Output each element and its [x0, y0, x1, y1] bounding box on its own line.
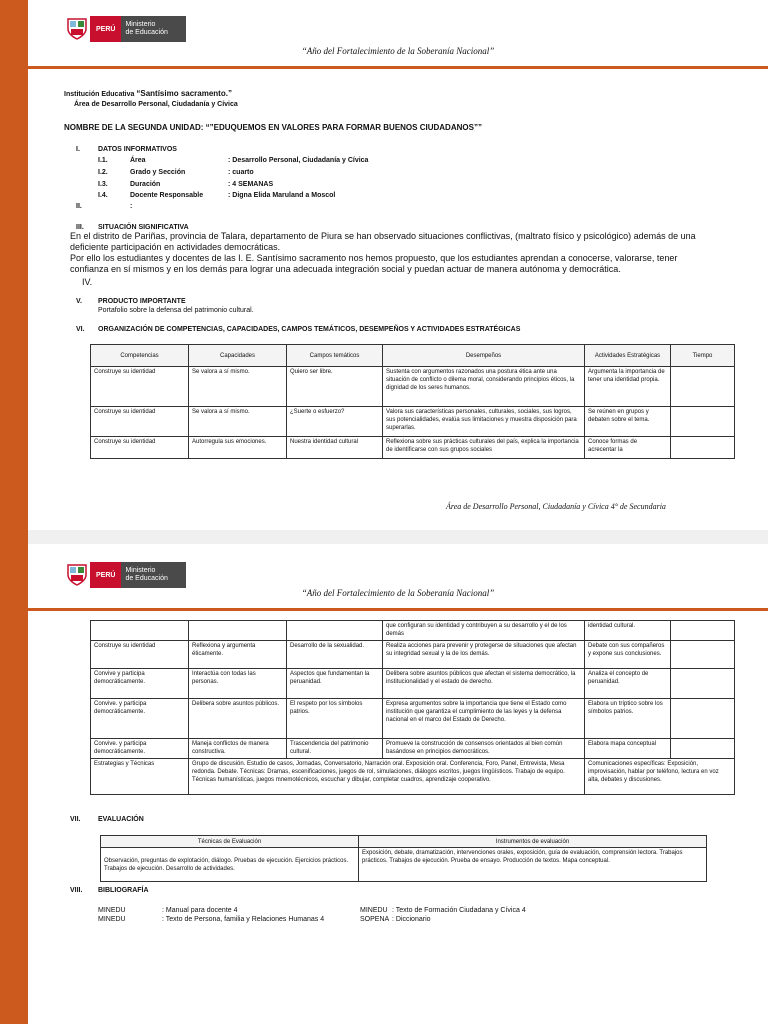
page-footer-note: Área de Desarrollo Personal, Ciudadanía y Cívica 4° de Secundaria — [446, 502, 666, 511]
table-cell: Quiero ser libre. — [287, 367, 383, 407]
section-title: BIBLIOGRAFÍA — [98, 887, 149, 894]
section-num: IV. — [82, 277, 93, 287]
bib-source: MINEDU — [98, 916, 126, 923]
table-cell: ¿Suerte o esfuerzo? — [287, 407, 383, 437]
table-cell: Expresa argumentos sobre la importancia que tiene el Estado como institución que garantiza el cumplimiento de las leyes y la defensa nacional en el marco del Estado de Derecho. — [383, 699, 585, 739]
table-row — [91, 669, 735, 699]
table-cell: Elabora mapa conceptual — [585, 739, 671, 759]
table-cell: Construye su identidad — [91, 437, 189, 459]
table-cell: El respeto por los símbolos patrios. — [287, 699, 383, 739]
section-num: I. — [76, 146, 80, 153]
section-num: III. — [76, 224, 84, 231]
document-page-2 — [28, 544, 768, 1024]
table-row — [101, 848, 707, 882]
table-cell: que configuran su identidad y contribuyen a su desarrollo y el de los demás — [383, 621, 585, 641]
table-cell: Debate con sus compañeros y expone sus conclusiones. — [585, 641, 671, 669]
competencies-table-continued — [90, 620, 735, 795]
section-title: SITUACIÓN SIGNIFICATIVA — [98, 224, 189, 231]
datos-label: Duración — [130, 181, 161, 188]
table-cell: Delibera sobre asuntos públicos. — [189, 699, 287, 739]
evaluation-table — [100, 835, 707, 882]
table-row — [91, 407, 735, 437]
header-divider — [28, 66, 768, 69]
datos-value: : — [130, 203, 133, 210]
table-cell: Reflexiona y argumenta éticamente. — [189, 641, 287, 669]
bib-title: : Texto de Persona, familia y Relaciones Humanas 4 — [162, 916, 325, 923]
page-gap — [28, 530, 768, 544]
datos-num: I.4. — [98, 192, 108, 199]
table-cell — [91, 621, 189, 641]
product-text: Portafolio sobre la defensa del patrimonio cultural. — [98, 307, 254, 314]
table-cell: Autorregula sus emociones. — [189, 437, 287, 459]
table-cell: Convive y participa democráticamente. — [91, 669, 189, 699]
situation-paragraph-2: Por ello los estudiantes y docentes de las I. E. Santísimo sacramento nos hemos propuesto, que los estudiantes aprendan a conocerse, valorarse, tener confianza en sí mismos y en los demás para lograr una adecuada integración social y puedan actuar de manera autónoma y democrática. — [70, 253, 678, 274]
table-cell: Construye su identidad — [91, 367, 189, 407]
table-cell: Maneja conflictos de manera constructiva. — [189, 739, 287, 759]
section-num: V. — [76, 298, 82, 305]
ministry-logo — [64, 16, 186, 42]
header-cell: Tiempo — [671, 345, 735, 367]
table-cell — [671, 437, 735, 459]
table-row — [91, 699, 735, 739]
unit-title: NOMBRE DE LA SEGUNDA UNIDAD: “”EDUQUEMOS EN VALORES PARA FORMAR BUENOS CIUDADANOS”” — [64, 123, 482, 132]
header-cell: Técnicas de Evaluación — [101, 836, 359, 848]
table-cell: Sustenta con argumentos razonados una postura ética ante una situación de conflicto o dilema moral, considerando principios éticos, la dignidad de los seres humanos. — [383, 367, 585, 407]
header-cell: Desempeños — [383, 345, 585, 367]
document-page-1 — [28, 0, 768, 530]
table-cell: Interactúa con todas las personas. — [189, 669, 287, 699]
logo-peru-text: PERÚ — [90, 16, 121, 42]
section-num: VII. — [70, 816, 81, 823]
table-cell: identidad cultural. — [585, 621, 671, 641]
table-row — [91, 739, 735, 759]
table-cell: Construye su identidad — [91, 641, 189, 669]
table-cell: Convive. y participa democráticamente. — [91, 699, 189, 739]
table-cell — [671, 367, 735, 407]
situation-paragraph-1: En el distrito de Pariñas, provincia de Talara, departamento de Piura se han observado situaciones conflictivas, (maltrato físico y psicológico) además de una deficiente participación en actividades democráticas. — [70, 231, 696, 252]
table-cell: Delibera sobre asuntos públicos que afectan el sistema democrático, la institucionalidad y el estado de derecho. — [383, 669, 585, 699]
header-cell: Competencias — [91, 345, 189, 367]
peru-shield-icon — [64, 562, 90, 588]
section-title: DATOS INFORMATIVOS — [98, 146, 177, 153]
bib-title: : Diccionario — [392, 916, 431, 923]
header-cell: Campos temáticos — [287, 345, 383, 367]
bib-title: : Manual para docente 4 — [162, 907, 238, 914]
left-orange-border — [0, 0, 28, 1024]
table-cell — [287, 621, 383, 641]
header-cell: Instrumentos de evaluación — [359, 836, 707, 848]
header-cell: Actividades Estratégicas — [585, 345, 671, 367]
table-header-row — [101, 836, 707, 848]
table-cell: Trascendencia del patrimonio cultural. — [287, 739, 383, 759]
section-title: EVALUACIÓN — [98, 816, 144, 823]
bib-source: MINEDU — [98, 907, 126, 914]
table-cell — [189, 621, 287, 641]
table-cell: Aspectos que fundamentan la peruanidad. — [287, 669, 383, 699]
table-cell: Construye su identidad — [91, 407, 189, 437]
datos-label: Grado y Sección — [130, 169, 186, 176]
table-cell: Desarrollo de la sexualidad. — [287, 641, 383, 669]
table-cell — [671, 621, 735, 641]
datos-num: I.2. — [98, 169, 108, 176]
institution-line: Institución Educativa “Santísimo sacramento.” — [64, 89, 232, 98]
strategies-cell: Grupo de discusión. Estudio de casos, Jornadas, Conversatorio, Narración oral. Exposición oral. Conferencia, Foro, Panel, Entrevista, Mesa redonda. Debate. Técnicas: Dramas, escenificaciones, juegos de rol, simulaciones, diálogos escritos, juegos lingüísticos. Trabajo de equipo. Técnicas humanísticas, juegos mnemotécnicos, escuchar y dibujar, completar cuadros, aprendizaje cooperativo. — [189, 759, 585, 795]
table-header-row — [91, 345, 735, 367]
datos-value: : Desarrollo Personal, Ciudadanía y Cívica — [228, 157, 369, 164]
area-line: Área de Desarrollo Personal, Ciudadanía y Cívica — [74, 101, 238, 108]
ministry-logo — [64, 562, 186, 588]
communications-cell: Comunicaciones específicas: Exposición, improvisación, hablar por teléfono, lectura en voz alta, debates y discusiones. — [585, 759, 735, 795]
table-cell: Se valora a sí mismo. — [189, 367, 287, 407]
section-num: VI. — [76, 326, 85, 333]
datos-value: : cuarto — [228, 169, 254, 176]
datos-num: I.1. — [98, 157, 108, 164]
logo-ministry-text: Ministerio de Educación — [121, 562, 185, 588]
header-cell: Capacidades — [189, 345, 287, 367]
table-cell: Exposición, debate, dramatización, intervenciones orales, exposición, guía de evaluación, comprensión lectora. Trabajos prácticos. Trabajos de ejecución. Prueba de ensayo. Producción de textos. Mapa conceptual. — [359, 848, 707, 882]
motto: “Año del Fortalecimiento de la Soberanía Nacional” — [301, 46, 495, 56]
table-row — [91, 367, 735, 407]
table-cell: Promueve la construcción de consensos orientados al bien común basándose en principios democráticos. — [383, 739, 585, 759]
table-cell: Se valora a sí mismo. — [189, 407, 287, 437]
datos-label: Docente Responsable — [130, 192, 204, 199]
table-cell: Nuestra identidad cultural — [287, 437, 383, 459]
table-cell: Argumenta la importancia de tener una identidad propia. — [585, 367, 671, 407]
bib-source: SOPENA — [360, 916, 390, 923]
competencies-table — [90, 344, 735, 459]
table-cell: Realiza acciones para prevenir y protegerse de situaciones que afectan su integridad sexual y la de los demás. — [383, 641, 585, 669]
strategies-row — [91, 759, 735, 795]
logo-peru-text: PERÚ — [90, 562, 121, 588]
table-cell — [671, 669, 735, 699]
table-cell: Se reúnen en grupos y debaten sobre el tema. — [585, 407, 671, 437]
table-cell: Estrategias y Técnicas — [91, 759, 189, 795]
logo-ministry-text: Ministerio de Educación — [121, 16, 185, 42]
bib-source: MINEDU — [360, 907, 388, 914]
table-row — [91, 641, 735, 669]
table-cell — [671, 739, 735, 759]
table-cell: Analiza el concepto de peruanidad. — [585, 669, 671, 699]
table-cell — [671, 699, 735, 739]
motto: “Año del Fortalecimiento de la Soberanía Nacional” — [301, 588, 495, 598]
section-title: PRODUCTO IMPORTANTE — [98, 298, 186, 305]
datos-num: I.3. — [98, 181, 108, 188]
peru-shield-icon — [64, 16, 90, 42]
table-row — [91, 437, 735, 459]
section-num: II. — [76, 203, 82, 210]
table-cell: Conoce formas de acrecentar la — [585, 437, 671, 459]
datos-value: : Digna Elida Maruland a Moscol — [228, 192, 336, 199]
section-num: VIII. — [70, 887, 83, 894]
table-cell: Reflexiona sobre sus prácticas culturales del país, explica la importancia de identificarse con sus grupos sociales — [383, 437, 585, 459]
table-cell: Convive. y participa democráticamente. — [91, 739, 189, 759]
table-row — [91, 621, 735, 641]
section-title: ORGANIZACIÓN DE COMPETENCIAS, CAPACIDADES, CAMPOS TEMÁTICOS, DESEMPEÑOS Y ACTIVIDADES ESTRATÉGICAS — [98, 326, 521, 333]
table-cell: Valora sus características personales, culturales, sociales, sus logros, sus potencialidades, evalúa sus limitaciones y muestra disposición para superarlas. — [383, 407, 585, 437]
datos-value: : 4 SEMANAS — [228, 181, 274, 188]
header-divider — [28, 608, 768, 611]
table-cell — [671, 407, 735, 437]
datos-label: Área — [130, 157, 146, 164]
table-cell: Elabora un tríptico sobre los símbolos patrios. — [585, 699, 671, 739]
table-cell: Observación, preguntas de explotación, diálogo. Pruebas de ejecución. Ejercicios prácticos. Trabajos de ejecución. Desarrollo de actividades. — [101, 848, 359, 882]
table-cell — [671, 641, 735, 669]
bib-title: : Texto de Formación Ciudadana y Cívica 4 — [392, 907, 526, 914]
